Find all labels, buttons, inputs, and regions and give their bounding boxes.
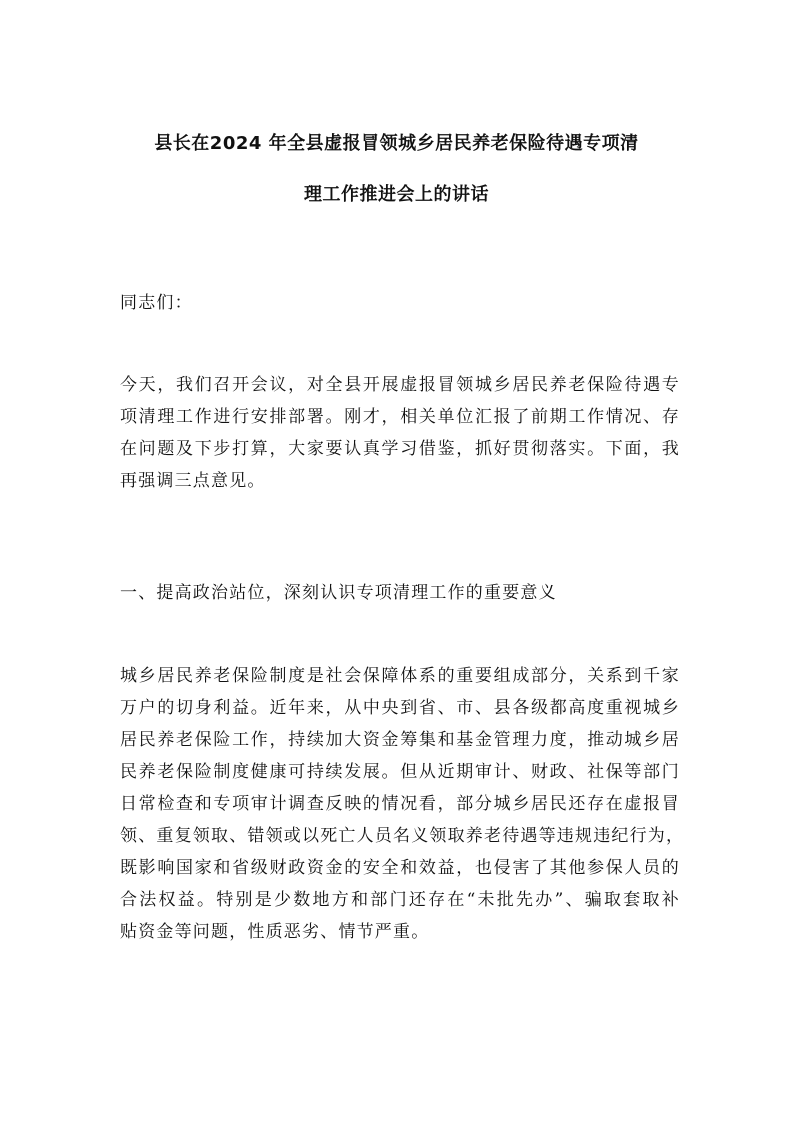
paragraph-line: 合法权益。特别是少数地方和部门还存在“未批先办”、骗取套取补: [120, 890, 680, 910]
paragraph-line: 项清理工作进行安排部署。刚才，相关单位汇报了前期工作情况、存: [120, 407, 680, 427]
salutation-block: [120, 287, 680, 319]
paragraph-line: 民养老保险制度健康可持续发展。但从近期审计、财政、社保等部门: [120, 762, 680, 782]
paragraph-line: 居民养老保险工作，持续加大资金筹集和基金管理力度，推动城乡居: [120, 730, 680, 750]
body-paragraph: [120, 660, 685, 948]
salutation: 同志们：: [120, 293, 193, 313]
document-title-line-1: 县长在2024 年全县虚报冒领城乡居民养老保险待遇专项清: [154, 133, 639, 154]
paragraph-line: 既影响国家和省级财政资金的安全和效益，也侵害了其他参保人员的: [120, 858, 680, 878]
paragraph-line: 再强调三点意见。: [120, 471, 266, 491]
section-heading: 一、提高政治站位，深刻认识专项清理工作的重要意义: [120, 583, 557, 603]
paragraph-line: 城乡居民养老保险制度是社会保障体系的重要组成部分，关系到千家: [120, 666, 680, 686]
paragraph-line: 万户的切身利益。近年来，从中央到省、市、县各级都高度重视城乡: [120, 698, 680, 718]
paragraph-line: 领、重复领取、错领或以死亡人员名义领取养老待遇等违规违纪行为，: [120, 826, 685, 846]
paragraph-line: 在问题及下步打算，大家要认真学习借鉴，抓好贯彻落实。下面，我: [120, 439, 680, 459]
intro-paragraph: [120, 369, 680, 497]
section-heading-block: [120, 577, 680, 609]
paragraph-line: 今天，我们召开会议，对全县开展虚报冒领城乡居民养老保险待遇专: [120, 375, 680, 395]
document-title-line-2: 理工作推进会上的讲话: [304, 184, 489, 205]
paragraph-line: 贴资金等问题，性质恶劣、情节严重。: [120, 922, 430, 942]
paragraph-line: 日常检查和专项审计调查反映的情况看，部分城乡居民还存在虚报冒: [120, 794, 680, 814]
